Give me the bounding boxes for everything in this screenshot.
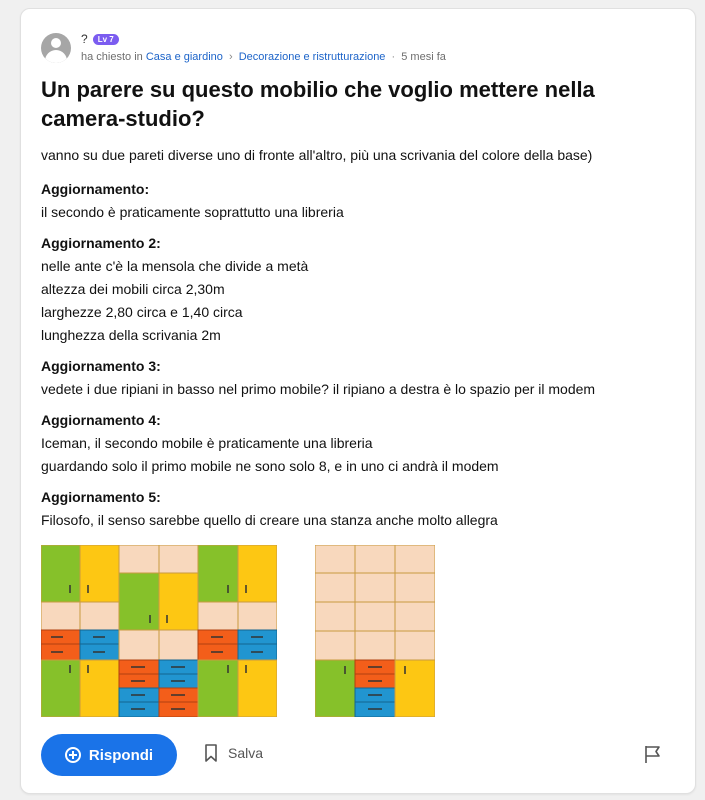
update-4 (41, 409, 499, 478)
update-heading: Aggiornamento 4: (41, 412, 161, 428)
update-3 (41, 355, 595, 401)
furniture-image-2[interactable] (315, 545, 435, 717)
avatar[interactable] (41, 33, 71, 63)
reply-button[interactable] (41, 734, 177, 776)
level-badge: Lv 7 (93, 34, 119, 45)
question-body: vanno su due pareti diverse uno di fronte all'altro, più una scrivania del colore della base) (41, 147, 593, 163)
save-label: Salva (228, 745, 264, 761)
update-heading: Aggiornamento 5: (41, 489, 161, 505)
update-heading: Aggiornamento 2: (41, 235, 161, 251)
flag-icon (643, 744, 663, 764)
furniture-image-1[interactable] (41, 545, 277, 717)
update-line: Filosofo, il senso sarebbe quello di creare una stanza anche molto allegra (41, 512, 498, 528)
user-line (81, 32, 119, 46)
update-1 (41, 178, 344, 224)
update-line: guardando solo il primo mobile ne sono solo 8, e in uno ci andrà il modem (41, 458, 499, 474)
question-meta (81, 51, 446, 63)
category-link[interactable]: Casa e giardino (145, 51, 223, 63)
update-2 (41, 232, 308, 347)
action-bar (41, 734, 671, 778)
question-card (20, 8, 696, 794)
subcategory-link[interactable]: Decorazione e ristrutturazione (238, 51, 386, 63)
add-circle-icon (65, 747, 81, 763)
dot-separator: · (391, 51, 396, 63)
reply-label: Rispondi (88, 746, 154, 764)
asked-in-label: ha chiesto in (81, 51, 143, 63)
bookmark-icon (204, 744, 218, 762)
question-title: Un parere su questo mobilio che voglio mettere nella camera-studio? (41, 77, 595, 131)
avatar-body (45, 50, 67, 63)
update-line: nelle ante c'è la mensola che divide a metà (41, 258, 309, 274)
update-5 (41, 486, 498, 532)
chevron-right-icon: › (228, 51, 233, 63)
username[interactable]: ? (81, 32, 88, 46)
timestamp: 5 mesi fa (401, 51, 446, 63)
report-button[interactable] (643, 744, 663, 769)
update-line: lunghezza della scrivania 2m (41, 327, 221, 343)
update-line: vedete i due ripiani in basso nel primo mobile? il ripiano a destra è lo spazio per il modem (41, 381, 596, 397)
save-button[interactable] (204, 744, 263, 762)
update-line: Iceman, il secondo mobile è praticamente una libreria (41, 435, 373, 451)
update-line: altezza dei mobili circa 2,30m (41, 281, 225, 297)
update-heading: Aggiornamento: (41, 181, 150, 197)
update-line: il secondo è praticamente soprattutto una libreria (41, 204, 344, 220)
update-line: larghezze 2,80 circa e 1,40 circa (41, 304, 243, 320)
avatar-head (51, 38, 61, 48)
update-heading: Aggiornamento 3: (41, 358, 161, 374)
